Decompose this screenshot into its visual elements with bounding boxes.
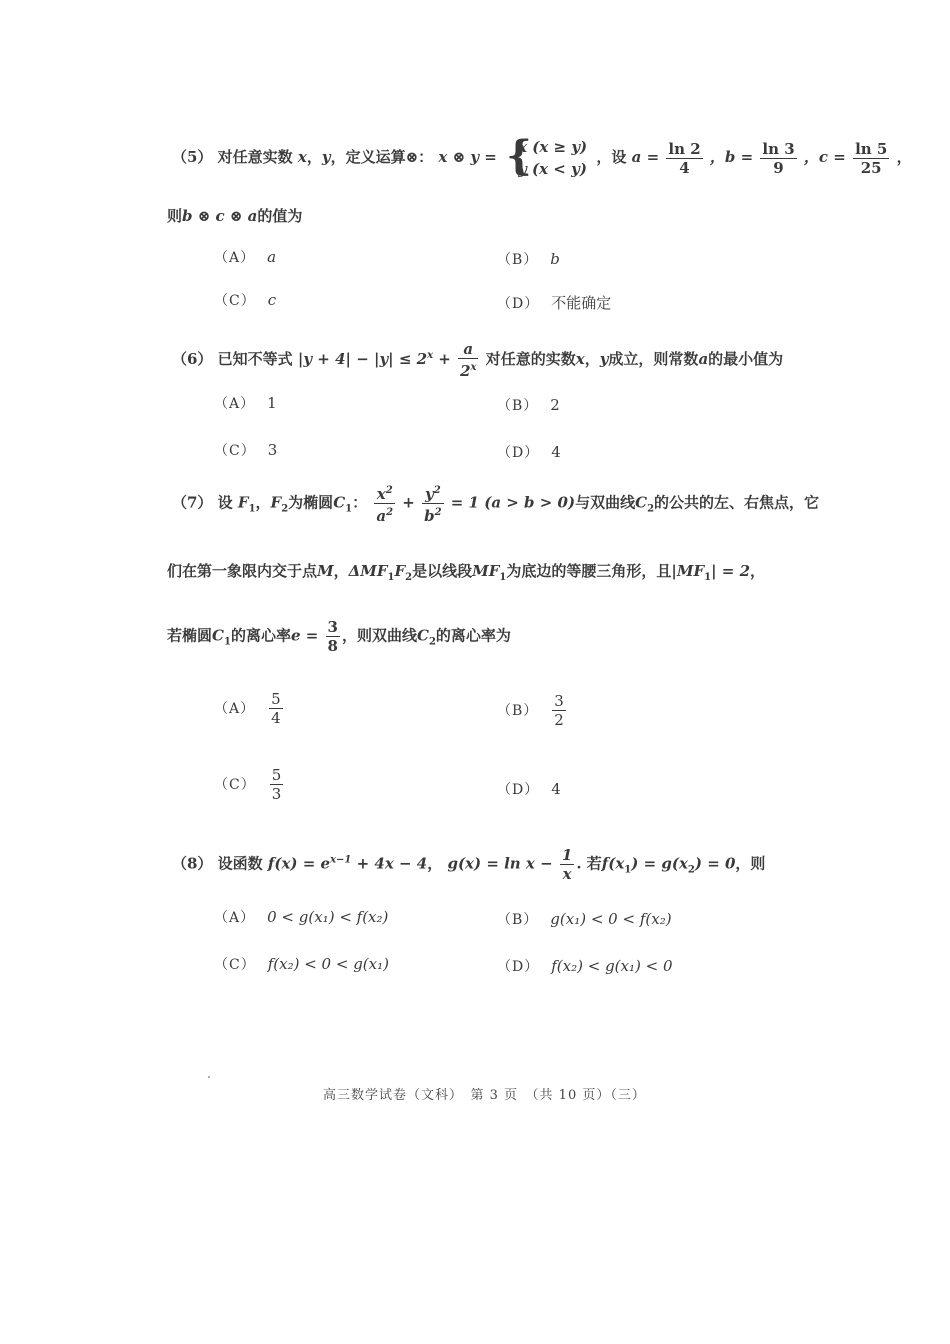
q6-option-a[interactable] [214, 393, 277, 413]
q6-var-y: y [599, 350, 609, 368]
q5-b-num: ln 3 [762, 139, 795, 158]
q7-option-c[interactable] [214, 766, 285, 803]
q5-stem-line1 [172, 132, 912, 180]
q5-piecewise [506, 132, 588, 180]
q7-f1: F [237, 493, 249, 512]
q7-triangle-f2: F [394, 562, 406, 580]
q6-option-c[interactable] [214, 440, 277, 460]
q5-c-fraction [853, 140, 889, 177]
q6-inequality-exp: x [427, 350, 434, 361]
q7-ellipse-frac1 [374, 482, 395, 525]
q8-option-c[interactable] [214, 954, 389, 974]
q7-line2-prefix: 们在第一象限内交于点 [167, 562, 318, 580]
q7-option-c-den: 3 [271, 785, 282, 803]
q6-option-b[interactable] [497, 395, 560, 415]
q5-option-c-value: c [267, 291, 277, 309]
q8-f-def: f(x) = e [267, 854, 331, 873]
q6-option-d[interactable] [497, 442, 561, 462]
q5-case1: x (x ≥ y) [518, 138, 588, 156]
q5-option-d-label: （D） [497, 296, 540, 312]
q7-stem-line1 [172, 482, 819, 525]
q5-stem-text: （5） 对任意实数 [172, 148, 293, 166]
q8-f-rest: + 4x − 4 [351, 854, 428, 873]
q7-line3-c2: C [416, 626, 429, 645]
q6-stem-mid: 对任意的实数 [485, 350, 576, 368]
q5-c-num: ln 5 [855, 139, 888, 158]
q7-point-m: M [317, 562, 334, 580]
q8-option-c-label: （C） [214, 957, 256, 973]
q5-def-lhs: x ⊗ y = [438, 148, 497, 166]
q7-option-a-label: （A） [214, 700, 256, 717]
q8-cond: f(x [601, 854, 625, 873]
q7-option-c-label: （C） [214, 776, 256, 793]
q7-line3-c2-sub: 2 [428, 636, 436, 648]
q8-option-a[interactable] [214, 907, 388, 927]
q5-stem-def: ，定义运算⊗： [330, 148, 434, 166]
q8-stem-end: ，则 [735, 854, 766, 873]
q6-stem-end: 的最小值为 [708, 350, 784, 368]
q8-cond-sub1: 1 [624, 864, 632, 876]
q5-option-d-value: 不能确定 [551, 294, 612, 312]
q7-option-a-num: 5 [271, 690, 281, 708]
q5-option-c-label: （C） [214, 293, 256, 309]
q5-a-den: 4 [679, 158, 690, 177]
q5-stem-line2 [167, 205, 302, 226]
q6-option-c-value: 3 [267, 441, 278, 459]
q5-case2: y (x < y) [518, 160, 587, 178]
q7-line3-den: 8 [327, 637, 338, 655]
q5-option-b-value: b [550, 250, 560, 268]
q6-option-a-label: （A） [214, 396, 256, 412]
q7-triangle-sub1: 1 [387, 572, 395, 583]
q7-option-b-label: （B） [497, 702, 539, 719]
q5-option-a[interactable] [214, 247, 276, 267]
q5-option-b[interactable] [497, 249, 560, 269]
q6-fraction-den-base: 2 [460, 362, 471, 380]
q6-var-a: a [698, 350, 709, 368]
q7-option-d-value: 4 [551, 780, 561, 798]
q7-f1-sub: 1 [248, 503, 256, 515]
q8-option-d-label: （D） [497, 959, 540, 975]
q7-ellipse-x-exp: 2 [385, 485, 393, 496]
q5-var-x: x [297, 148, 307, 166]
q5-line2-expr: b ⊗ c ⊗ a [182, 207, 258, 225]
q5-set-text: ，设 [596, 148, 627, 166]
q7-ellipse-b-exp: 2 [434, 507, 442, 518]
q7-c1: C [333, 493, 346, 512]
q7-option-b-den: 2 [554, 711, 564, 729]
q6-option-c-label: （C） [214, 443, 256, 459]
q8-option-a-value: 0 < g(x₁) < f(x₂) [267, 908, 389, 926]
q5-b-fraction [760, 140, 796, 177]
q7-line3-c1-sub: 1 [223, 636, 231, 648]
q7-line3-num: 3 [327, 618, 338, 636]
q5-b-lhs: ，b = [709, 148, 754, 166]
q5-option-c[interactable] [214, 290, 276, 310]
q6-fraction-den-exp: x [470, 362, 477, 373]
q7-stem-line3 [167, 618, 511, 655]
q7-ellipse-frac2 [422, 482, 443, 525]
q7-stem-line2 [167, 560, 765, 583]
q8-option-d[interactable] [497, 956, 673, 976]
q7-line3-fraction [326, 618, 340, 655]
q7-ellipse-frac2-num [422, 482, 443, 504]
q7-option-a[interactable] [214, 690, 285, 727]
q7-line3-hyp-text: ，则双曲线 [341, 626, 417, 645]
q8-stem-prefix: （8） 设函数 [172, 854, 263, 873]
q5-line2-prefix: 则 [167, 207, 183, 225]
q5-c-den: 25 [860, 158, 882, 177]
q7-line2-end: ， [750, 562, 766, 580]
q8-stem-if: . 若 [576, 854, 602, 873]
q5-b-den: 9 [773, 158, 784, 177]
q5-end: ， [896, 148, 912, 166]
q5-option-b-label: （B） [497, 252, 539, 268]
q7-option-d-label: （D） [497, 782, 540, 798]
q7-stem-end: 的公共的左、右焦点，它 [654, 493, 820, 512]
q7-line3-ecc-text: 的离心率 [230, 626, 291, 645]
q8-option-b-label: （B） [497, 912, 539, 928]
q6-option-d-label: （D） [497, 445, 540, 461]
q7-ellipse-x: x [376, 485, 386, 503]
q8-option-d-value: f(x₂) < g(x₁) < 0 [551, 957, 673, 975]
q6-stem [172, 340, 783, 380]
q8-g-den: x [562, 865, 572, 883]
q6-option-b-value: 2 [550, 396, 560, 414]
q8-option-b[interactable] [497, 909, 672, 929]
q5-option-a-label: （A） [214, 250, 256, 266]
q7-c2-sub: 2 [647, 503, 655, 515]
q6-inequality: |y + 4| − |y| ≤ 2 [297, 350, 428, 368]
q7-option-b[interactable] [497, 692, 568, 729]
q8-option-b-value: g(x₁) < 0 < f(x₂) [550, 910, 672, 928]
q7-option-c-fraction [270, 766, 284, 803]
q7-line3-c1: C [212, 626, 224, 645]
q8-cond-end: ) = 0 [694, 854, 736, 873]
page-footer: 高三数学试卷（文科） 第 3 页 （共 10 页）（三） [323, 1088, 646, 1103]
q7-option-c-num: 5 [271, 766, 282, 784]
q5-var-y: y [321, 148, 331, 166]
q7-stem-ellipse: 为椭圆 [288, 493, 334, 512]
q5-a-num: ln 2 [668, 139, 701, 158]
q7-option-a-fraction [269, 690, 283, 727]
q6-option-d-value: 4 [551, 443, 561, 461]
scan-speck [208, 1076, 210, 1078]
q5-option-a-value: a [267, 248, 277, 266]
q6-sep: ， [584, 350, 600, 368]
q5-c-lhs: ，c = [803, 148, 846, 166]
q6-fraction-den [458, 359, 478, 380]
q7-option-d[interactable] [497, 779, 561, 799]
q5-a-fraction [666, 140, 702, 177]
q7-line3-end: 的离心率为 [435, 626, 511, 645]
q7-f2-sub: 2 [281, 503, 289, 515]
q7-line2-seg-text: 是以线段 [412, 562, 473, 580]
q6-fraction [458, 340, 478, 380]
q8-sep: ， [427, 854, 443, 873]
q6-var-x: x [575, 350, 585, 368]
q7-ellipse-y: y [424, 485, 434, 503]
q7-abs-sub: 1 [704, 572, 712, 583]
q8-g-fraction [560, 846, 574, 883]
q6-option-a-value: 1 [267, 394, 277, 412]
q7-abs: |MF [671, 562, 705, 580]
q7-ellipse-b: b [424, 507, 435, 525]
q7-line2-sep: ， [333, 562, 349, 580]
q5-option-d[interactable] [497, 292, 611, 313]
q7-stem-hyperbola: 与双曲线 [575, 493, 636, 512]
q7-option-a-den: 4 [271, 709, 281, 727]
q5-line2-suffix: 的值为 [257, 207, 303, 225]
q7-f2: F [270, 493, 282, 512]
q7-ellipse-frac1-den [374, 504, 395, 525]
q8-g-num: 1 [561, 846, 573, 864]
q7-ellipse-frac2-den [422, 504, 443, 525]
q7-option-b-num: 3 [554, 692, 564, 710]
q7-ellipse-plus: + [397, 493, 421, 512]
q8-stem [172, 846, 765, 883]
q8-f-exp: x−1 [330, 854, 352, 866]
q6-plus: + [433, 350, 451, 368]
q7-triangle: ΔMF [348, 562, 388, 580]
q7-segment: MF [472, 562, 500, 580]
q7-ellipse-frac1-num [374, 482, 395, 504]
q7-line3-prefix: 若椭圆 [167, 626, 213, 645]
q7-stem-prefix: （7） 设 [172, 493, 233, 512]
q8-g-def: g(x) = ln x − [447, 854, 553, 873]
q7-line3-e: e = [290, 626, 319, 645]
q6-fraction-num: a [458, 340, 478, 359]
q7-abs-end: | = 2 [711, 562, 750, 580]
q6-stem-prefix: （6） 已知不等式 [172, 350, 293, 368]
q8-option-c-value: f(x₂) < 0 < g(x₁) [267, 955, 389, 973]
q8-cond-sub2: 2 [687, 864, 695, 876]
q6-stem-cond: 成立，则常数 [608, 350, 699, 368]
q7-ellipse-a-exp: 2 [386, 507, 394, 518]
q5-brace-glyph: { [506, 132, 532, 179]
q8-cond-mid: ) = g(x [631, 854, 688, 873]
q8-option-a-label: （A） [214, 910, 256, 926]
q7-option-b-fraction [552, 692, 566, 729]
q7-ellipse-y-exp: 2 [433, 485, 441, 496]
q6-option-b-label: （B） [497, 398, 539, 414]
q5-a-lhs: a = [631, 148, 660, 166]
q5-sep: ， [306, 148, 322, 166]
q7-ellipse-a: a [376, 507, 387, 525]
q7-segment-sub: 1 [499, 572, 507, 583]
q7-c2: C [635, 493, 648, 512]
q7-triangle-sub2: 2 [405, 572, 413, 583]
q7-colon: ： [352, 493, 368, 512]
q7-c1-sub: 1 [345, 503, 353, 515]
q7-line2-iso: 为底边的等腰三角形，且 [506, 562, 672, 580]
q7-ellipse-rhs: = 1 (a > b > 0) [445, 493, 576, 512]
q7-sep: ， [255, 493, 271, 512]
